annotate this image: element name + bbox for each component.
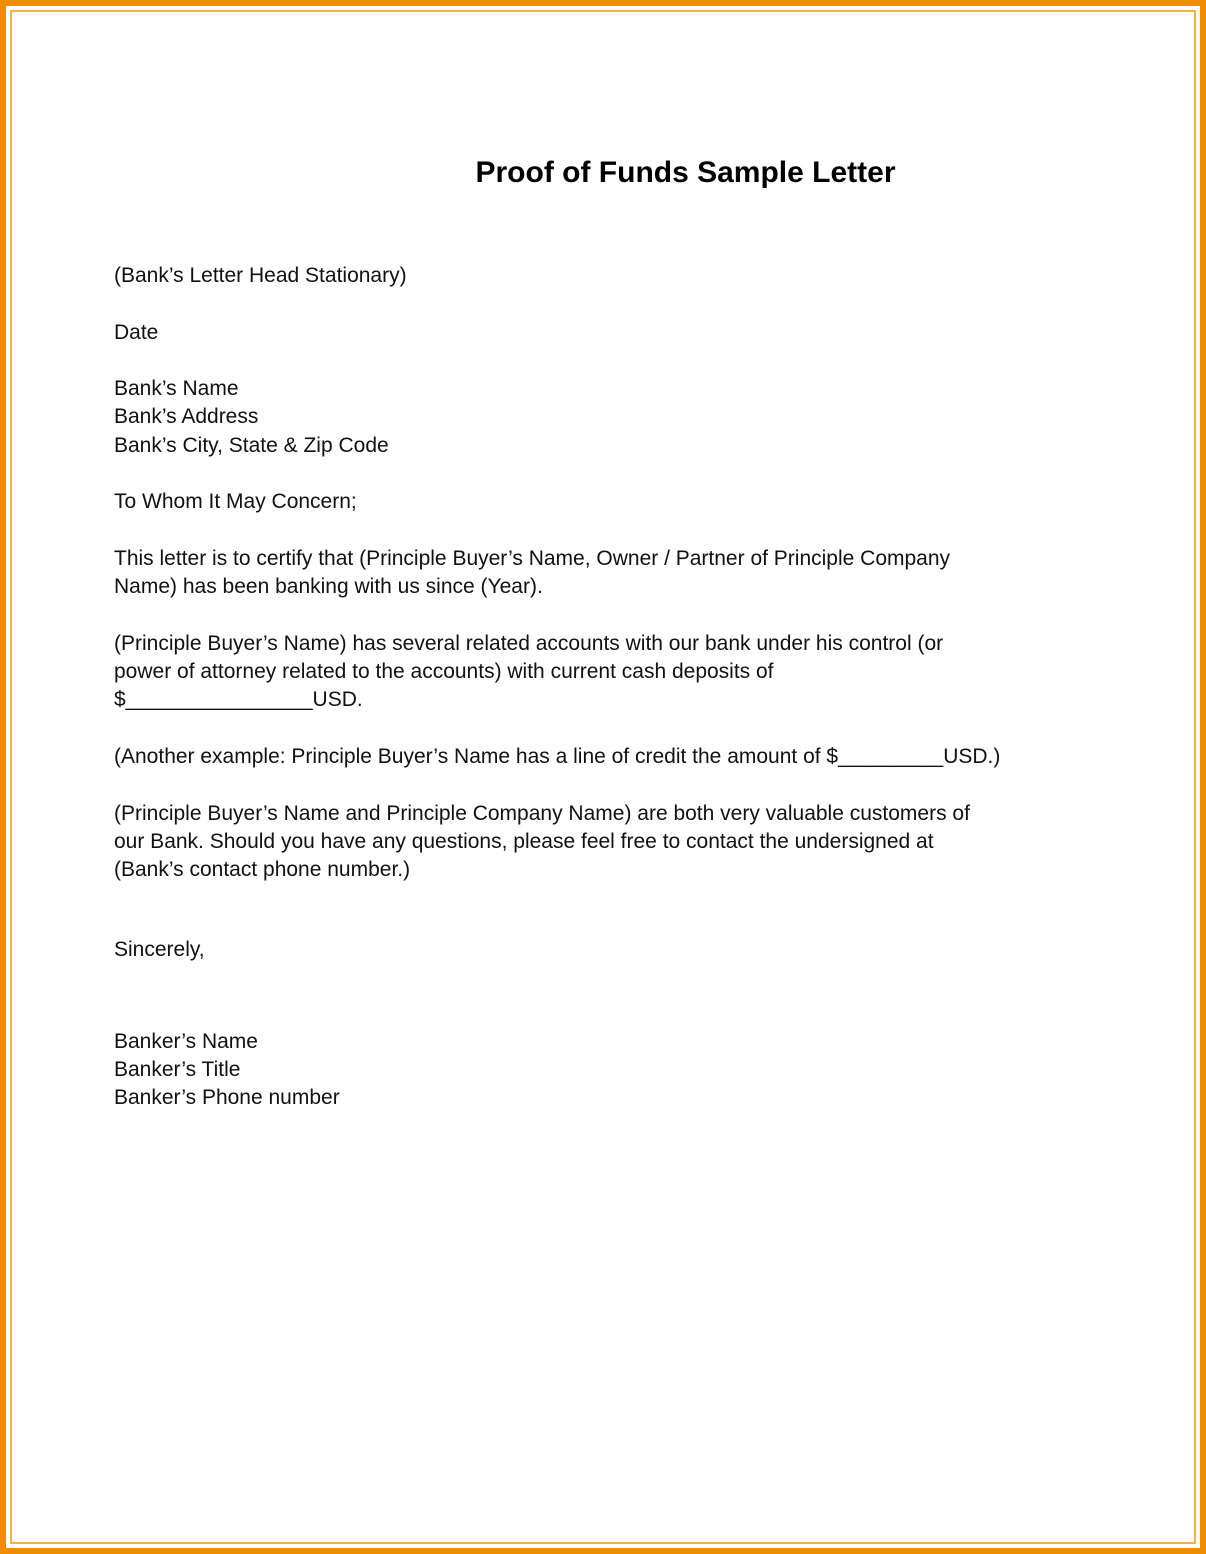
date-line: Date — [114, 320, 159, 344]
paragraph2-line2: power of attorney related to the accounts) with current cash deposits of — [114, 660, 774, 684]
salutation-line: To Whom It May Concern; — [114, 490, 357, 514]
banker-name-line: Banker’s Name — [114, 1029, 258, 1053]
closing-line: Sincerely, — [114, 937, 205, 961]
letter-title: Proof of Funds Sample Letter — [475, 156, 896, 189]
bank-address-line: Bank’s Address — [114, 405, 259, 429]
paragraph1-line2: Name) has been banking with us since (Year). — [114, 575, 543, 599]
banker-title-line: Banker’s Title — [114, 1058, 241, 1082]
letterhead-line: (Bank’s Letter Head Stationary) — [114, 264, 407, 287]
letter-body — [114, 262, 1094, 1113]
paragraph4-line2: our Bank. Should you have any questions, please feel free to contact the undersigned at — [114, 829, 934, 853]
paragraph1-line1: This letter is to certify that (Principle Buyer’s Name, Owner / Partner of Principle Company — [114, 546, 951, 570]
paragraph4-line3: (Bank’s contact phone number.) — [114, 858, 411, 882]
paragraph4-line1: (Principle Buyer’s Name and Principle Company Name) are both very valuable customers of — [114, 801, 970, 825]
bank-city-line: Bank’s City, State & Zip Code — [114, 433, 389, 457]
banker-phone-line: Banker’s Phone number — [114, 1086, 340, 1110]
paragraph2-line1: (Principle Buyer’s Name) has several related accounts with our bank under his control (or — [114, 631, 944, 655]
paragraph2-line3: $________________USD. — [114, 688, 363, 712]
paragraph3-line1: (Another example: Principle Buyer’s Name has a line of credit the amount of $_________USD.) — [114, 745, 1001, 769]
bank-name-line: Bank’s Name — [114, 377, 239, 401]
